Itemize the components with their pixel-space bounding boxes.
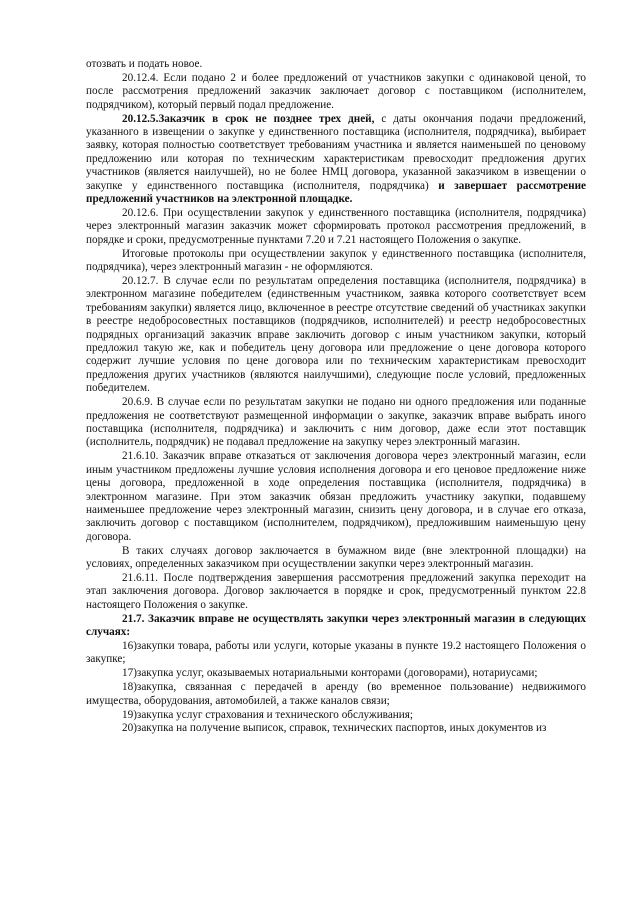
list-item-19: 19)закупка услуг страхования и технического обслуживания;: [122, 708, 414, 721]
paragraph-20-12-4: 20.12.4. Если подано 2 и более предложений от участников закупки с одинаковой ценой, то после рассмотрения предложений заказчик заключает договор с поставщиком (исполнителем, подрядчиком), который первый подал предложение.: [86, 71, 586, 111]
document-page: [86, 58, 586, 736]
paragraph-20-6-9: 20.6.9. В случае если по результатам закупки не подано ни одного предложения или поданные предложения не соответствуют размещенной информации о закупке, заказчик вправе выбрать иного поставщика (исполнителя, подрядчика) и заключить с ним договор, даже если этот поставщик (исполнитель, подрядчик) не подавал предложение на закупку через электронный магазин.: [86, 396, 586, 449]
paragraph-20-12-5-bold-lead: 20.12.5.Заказчик в срок не позднее трех дней,: [122, 112, 375, 125]
paragraph-continuation: отозвать и подать новое.: [86, 58, 203, 70]
paragraph-20-12-5: [86, 113, 586, 207]
paragraph-21-6-10: 21.6.10. Заказчик вправе отказаться от заключения договора через электронный магазин, если иным участником предложены лучшие условия исполнения договора и его ценовое предложение ниже цены договора, предложенной в ходе определения поставщика (исполнителя, подрядчика) в электронном магазине. При этом заказчик обязан предложить участнику закупки, подавшему наименьшее предложение через электронный магазин, снизить цену договора, и в случае его отказа, заключить договор с поставщиком (исполнителем, подрядчиком), предложившим наименьшую цену договора.: [86, 450, 586, 543]
paragraph-21-6-11: 21.6.11. После подтверждения завершения рассмотрения предложений закупка переходит на этап заключения договора. Договор заключается в порядке и срок, предусмотренный пунктом 22.8 настоящего Положения о закупке.: [86, 571, 586, 611]
list-item-16: 16)закупки товара, работы или услуги, которые указаны в пункте 19.2 настоящего Положения о закупке;: [86, 639, 586, 666]
paragraph-final-protocols: Итоговые протоколы при осуществлении закупок у единственного поставщика (исполнителя, подрядчика), через электронный магазин - не оформляются.: [86, 247, 586, 274]
paragraph-20-12-6: 20.12.6. При осуществлении закупок у единственного поставщика (исполнителя, подрядчика) через электронный магазин заказчик может сформировать протокол рассмотрения предложений, в порядке и сроки, предусмотренные пунктами 7.20 и 7.21 настоящего Положения о закупке.: [86, 206, 586, 246]
paragraph-21-7-heading: 21.7. Заказчик вправе не осуществлять закупки через электронный магазин в следующих случаях:: [86, 612, 586, 639]
list-item-18: 18)закупка, связанная с передачей в аренду (во временное пользование) недвижимого имущества, оборудования, автомобилей, а также каналов связи;: [86, 681, 586, 707]
paragraph-20-12-7: 20.12.7. В случае если по результатам определения поставщика (исполнителя, подрядчика) в электронном магазине победителем (единственным участником, заявка которого соответствует всем требованиям закупки) является лицо, включенное в реестре отсутствие сведений об участниках закупки в реестре недобросовестных поставщиков (подрядчиков, исполнителей) и реестр недобросовестных подрядных организаций заказчик вправе заключить договор с иным участником закупки, который предложил такую же, как и победитель цену договора или предложение о цене договора которого содержит лучшие условия по цене договора или по техническим характеристикам превосходит предложения других участников (являются наилучшими), следующие после условий, предложенных победителем.: [86, 275, 586, 395]
list-item-20: 20)закупка на получение выписок, справок, технических паспортов, иных документов из: [122, 722, 547, 735]
list-item-17: 17)закупка услуг, оказываемых нотариальными конторами (договорами), нотариусами;: [122, 667, 538, 680]
paragraph-paper-contract: В таких случаях договор заключается в бумажном виде (вне электронной площадки) на условиях, определенных заказчиком при осуществлении закупки через электронный магазин.: [86, 544, 586, 571]
paragraph-20-12-5-bold-tail: и завершает рассмотрение предложений участников на электронной площадке.: [86, 179, 586, 206]
paragraph-20-12-5-body: с даты окончания подачи предложений, указанного в извещении о закупке у единственного поставщика (исполнителя, подрядчика), выбирает заявку, которая полностью соответствует требованиям участника и является наименьшей по ценовому предложению или которая по техническим характеристикам превосходит предложения других участников (является наилучшей), но не более НМЦ договора, указанной заказчиком в извещении о закупке у единственного поставщика (исполнителя, подрядчика): [86, 112, 586, 192]
